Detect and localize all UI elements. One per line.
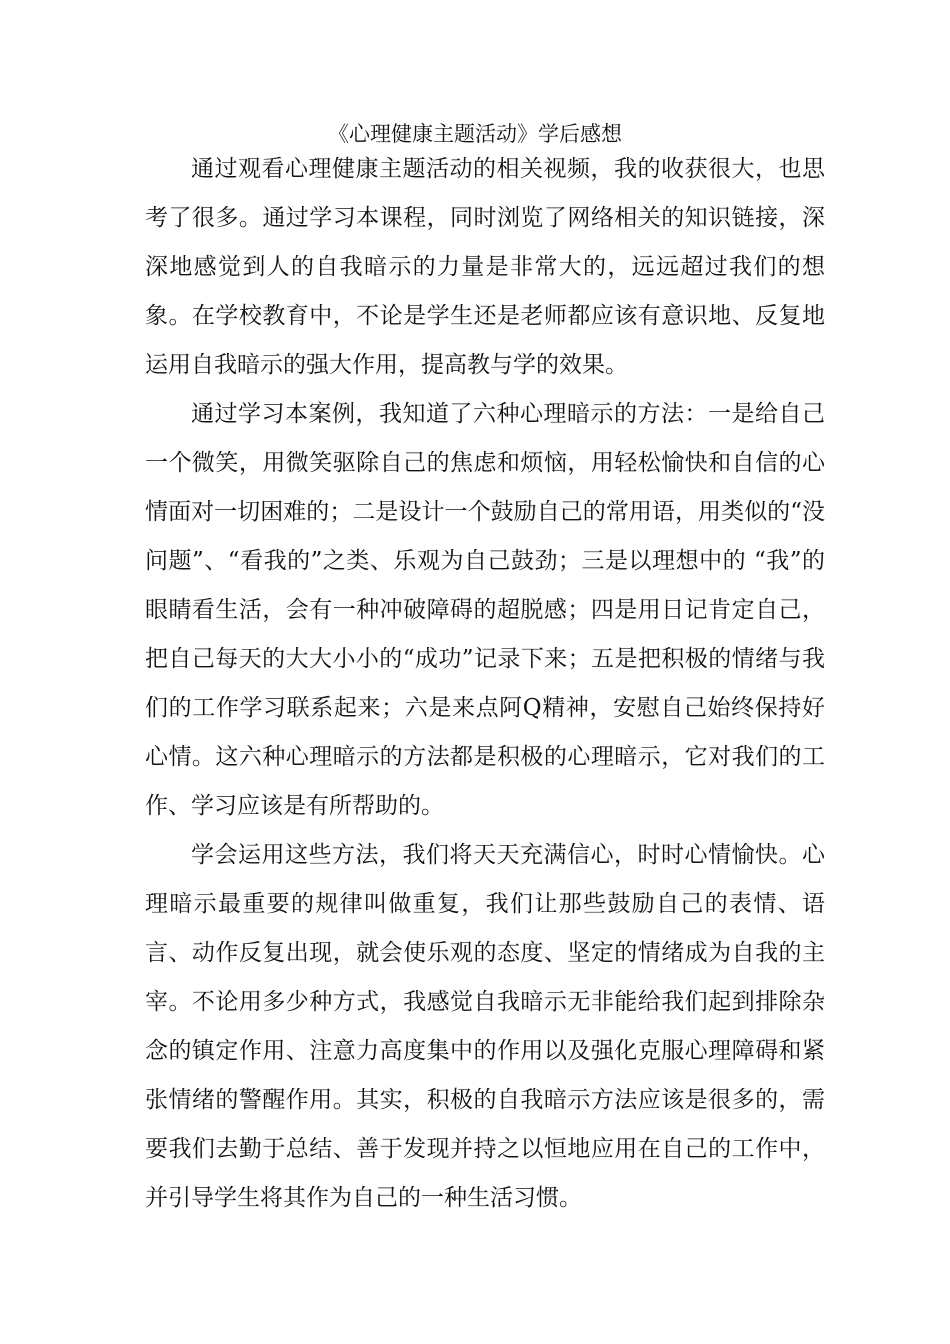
document-title: 《心理健康主题活动》学后感想 — [328, 122, 622, 146]
paragraph-3: 学会运用这些方法，我们将天天充满信心，时时心情愉快。心理暗示最重要的规律叫做重复，我们让那些鼓励自己的表情、语言、动作反复出现，就会使乐观的态度、坚定的情绪成为自我的主宰。不论用多少种方式，我感觉自我暗示无非能给我们起到排除杂念的镇定作用、注意力高度集中的作用以及强化克服心理障碍和紧张情绪的警醒作用。其实，积极的自我暗示方法应该是很多的，需要我们去勤于总结、善于发现并持之以恒地应用在自己的工作中，并引导学生将其作为自己的一种生活习惯。 — [145, 842, 825, 1211]
paragraph-2: 通过学习本案例，我知道了六种心理暗示的方法：一是给自己一个微笑，用微笑驱除自己的焦虑和烦恼，用轻松愉快和自信的心情面对一切困难的；二是设计一个鼓励自己的常用语，用类似的“没问题”、“看我的”之类、乐观为自己鼓劲；三是以理想中的 “我”的眼睛看生活，会有一种冲破障碍的超脱感；四是用日记肯定自己，把自己每天的大大小小的“成功”记录下来；五是把积极的情绪与我们的工作学习联系起来；六是来点阿Q精神，安慰自己始终保持好心情。这六种心理暗示的方法都是积极的心理暗示，它对我们的工作、学习应该是有所帮助的。 — [145, 401, 825, 819]
document-body — [145, 145, 825, 1223]
paragraph-1: 通过观看心理健康主题活动的相关视频，我的收获很大，也思考了很多。通过学习本课程，同时浏览了网络相关的知识链接，深深地感觉到人的自我暗示的力量是非常大的，远远超过我们的想象。在学校教育中，不论是学生还是老师都应该有意识地、反复地运用自我暗示的强大作用，提高教与学的效果。 — [145, 156, 825, 378]
